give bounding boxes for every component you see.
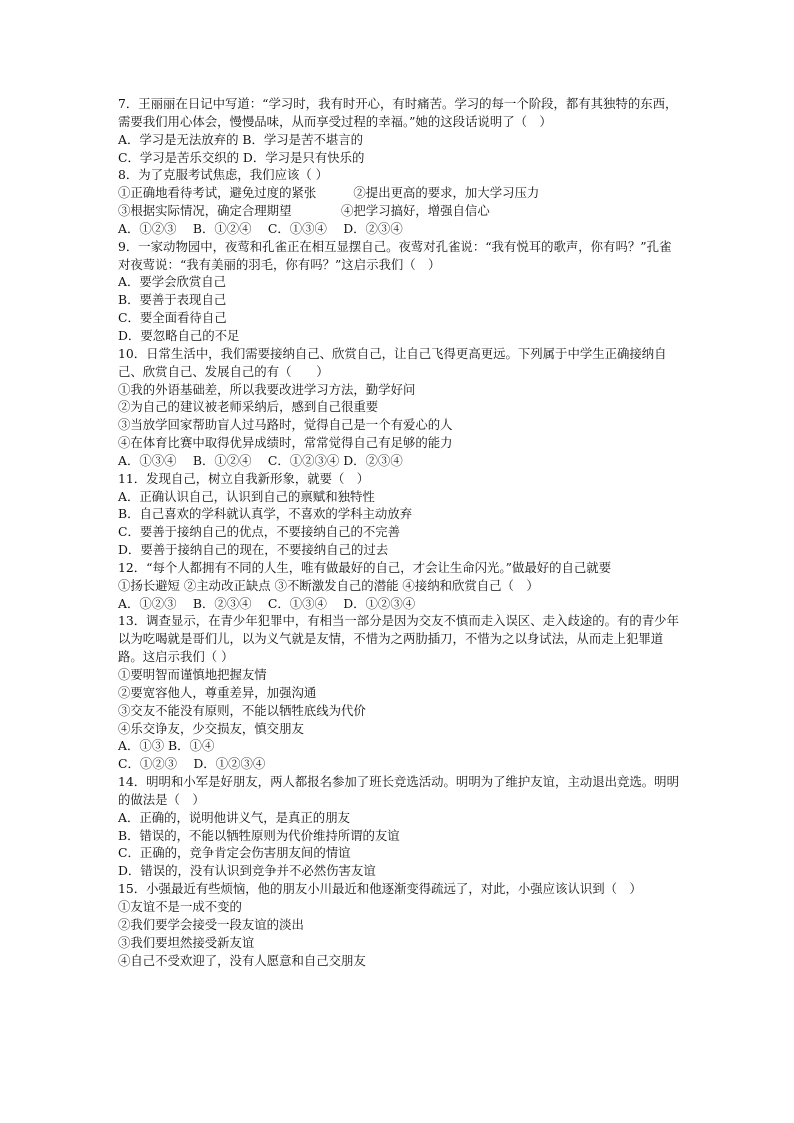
question-option: ①正确地看待考试，避免过度的紧张 ②提出更高的要求，加大学习压力 bbox=[118, 185, 540, 201]
question-stem: 15．小强最近有些烦恼，他的朋友小川最近和他逐渐变得疏远了，对此，小强应该认识到（ ） bbox=[118, 881, 642, 897]
question-stem: 10．日常生活中，我们需要接纳自己、欣赏自己，让自己飞得更高更远。下列属于中学生正确接纳自己、欣赏自己、发展自己的有（ ） bbox=[118, 345, 667, 379]
question-stem: 11．发现自己，树立自我新形象，就要（ ） bbox=[118, 470, 370, 486]
question-8 bbox=[118, 166, 683, 237]
question-option: A．①②③ B．②③④ C．①③④ D．①②③④ bbox=[118, 595, 416, 611]
question-option: D．错误的，没有认识到竞争并不必然伤害友谊 bbox=[118, 863, 376, 879]
question-option: A．正确认识自己，认识到自己的禀赋和独特性 bbox=[118, 488, 375, 504]
question-10 bbox=[118, 345, 683, 470]
question-15 bbox=[118, 880, 683, 969]
question-option: A．①③ B．①④ bbox=[118, 738, 215, 754]
question-option: ③我们要坦然接受新友谊 bbox=[118, 934, 255, 950]
question-option: A．①③④ B．①②④ C．①②③④ D．②③④ bbox=[118, 452, 403, 468]
question-option: ③交友不能没有原则，不能以牺牲底线为代价 bbox=[118, 702, 366, 718]
question-option: A．学习是无法放弃的 B．学习是苦不堪言的 bbox=[118, 131, 364, 147]
question-11 bbox=[118, 470, 683, 559]
question-option: C．正确的，竞争肯定会伤害朋友间的情谊 bbox=[118, 845, 351, 861]
question-option: ①扬长避短 ②主动改正缺点 ③不断激发自己的潜能 ④接纳和欣赏自己（ ） bbox=[118, 577, 539, 593]
question-option: ①友谊不是一成不变的 bbox=[118, 898, 242, 914]
question-option: ②要宽容他人，尊重差异，加强沟通 bbox=[118, 684, 317, 700]
question-option: ②为自己的建议被老师采纳后，感到自己很重要 bbox=[118, 399, 379, 415]
question-option: B．自己喜欢的学科就认真学，不喜欢的学科主动放弃 bbox=[118, 506, 413, 522]
question-stem: 8．为了克服考试焦虑，我们应该（ ） bbox=[118, 167, 329, 183]
question-option: D．要善于接纳自己的现在，不要接纳自己的过去 bbox=[118, 542, 389, 558]
question-option: C．要全面看待自己 bbox=[118, 310, 227, 326]
question-option: C．要善于接纳自己的优点，不要接纳自己的不完善 bbox=[118, 524, 401, 540]
question-option: ②我们要学会接受一段友谊的淡出 bbox=[118, 916, 304, 932]
question-stem: 7．王丽丽在日记中写道：“学习时，我有时开心，有时痛苦。学习的每一个阶段，都有其独特的东西，需要我们用心体会，慢慢品味，从而享受过程的幸福。”她的这段话说明了（ ） bbox=[118, 96, 678, 129]
question-option: A．要学会欣赏自己 bbox=[118, 274, 227, 290]
exam-page bbox=[118, 95, 683, 969]
question-12 bbox=[118, 559, 683, 613]
question-7 bbox=[118, 95, 683, 166]
question-stem: 14．明明和小军是好朋友，两人都报名参加了班长竞选活动。明明为了维护友谊，主动退出竞选。明明的做法是（ ） bbox=[118, 774, 679, 807]
question-stem: 12．“每个人都拥有不同的人生，唯有做最好的自己，才会让生命闪光。”做最好的自己就要 bbox=[118, 559, 612, 575]
question-option: ①我的外语基础差，所以我要改进学习方法，勤学好问 bbox=[118, 381, 416, 397]
question-option: A．①②③ B．①②④ C．①③④ D．②③④ bbox=[118, 220, 403, 236]
question-9 bbox=[118, 238, 683, 345]
question-option: C．学习是苦乐交织的 D．学习是只有快乐的 bbox=[118, 149, 365, 165]
question-stem: 9．一家动物园中，夜莺和孔雀正在相互显摆自己。夜莺对孔雀说：“我有悦耳的歌声，你有吗？”孔雀对夜莺说：“我有美丽的羽毛，你有吗？”这启示我们（ ） bbox=[118, 238, 672, 272]
question-option: ④在体育比赛中取得优异成绩时，常常觉得自己有足够的能力 bbox=[118, 435, 453, 451]
question-option: B．错误的，不能以牺牲原则为代价维持所谓的友谊 bbox=[118, 827, 400, 843]
question-option: C．①②③ D．①②③④ bbox=[118, 756, 266, 772]
question-stem: 13．调查显示，在青少年犯罪中，有相当一部分是因为交友不慎而走入误区、走入歧途的。有的青少年以为吃喝就是哥们儿，以为义气就是友情，不惜为之两肋插刀，不惜为之以身试法，从而走上犯罪道路。这启示我们（ ） bbox=[118, 613, 679, 665]
question-option: ④自己不受欢迎了，没有人愿意和自己交朋友 bbox=[118, 952, 366, 968]
question-option: ④乐交诤友，少交损友，慎交朋友 bbox=[118, 720, 304, 736]
question-option: ③当放学回家帮助盲人过马路时，觉得自己是一个有爱心的人 bbox=[118, 417, 453, 433]
question-option: A．正确的，说明他讲义气，是真正的朋友 bbox=[118, 809, 350, 825]
question-option: D．要忽略自己的不足 bbox=[118, 327, 240, 343]
question-option: ③根据实际情况，确定合理期望 ④把学习搞好，增强自信心 bbox=[118, 203, 490, 219]
question-option: B．要善于表现自己 bbox=[118, 292, 227, 308]
question-option: ①要明智而谨慎地把握友情 bbox=[118, 667, 267, 682]
question-13 bbox=[118, 612, 683, 773]
question-14 bbox=[118, 773, 683, 880]
